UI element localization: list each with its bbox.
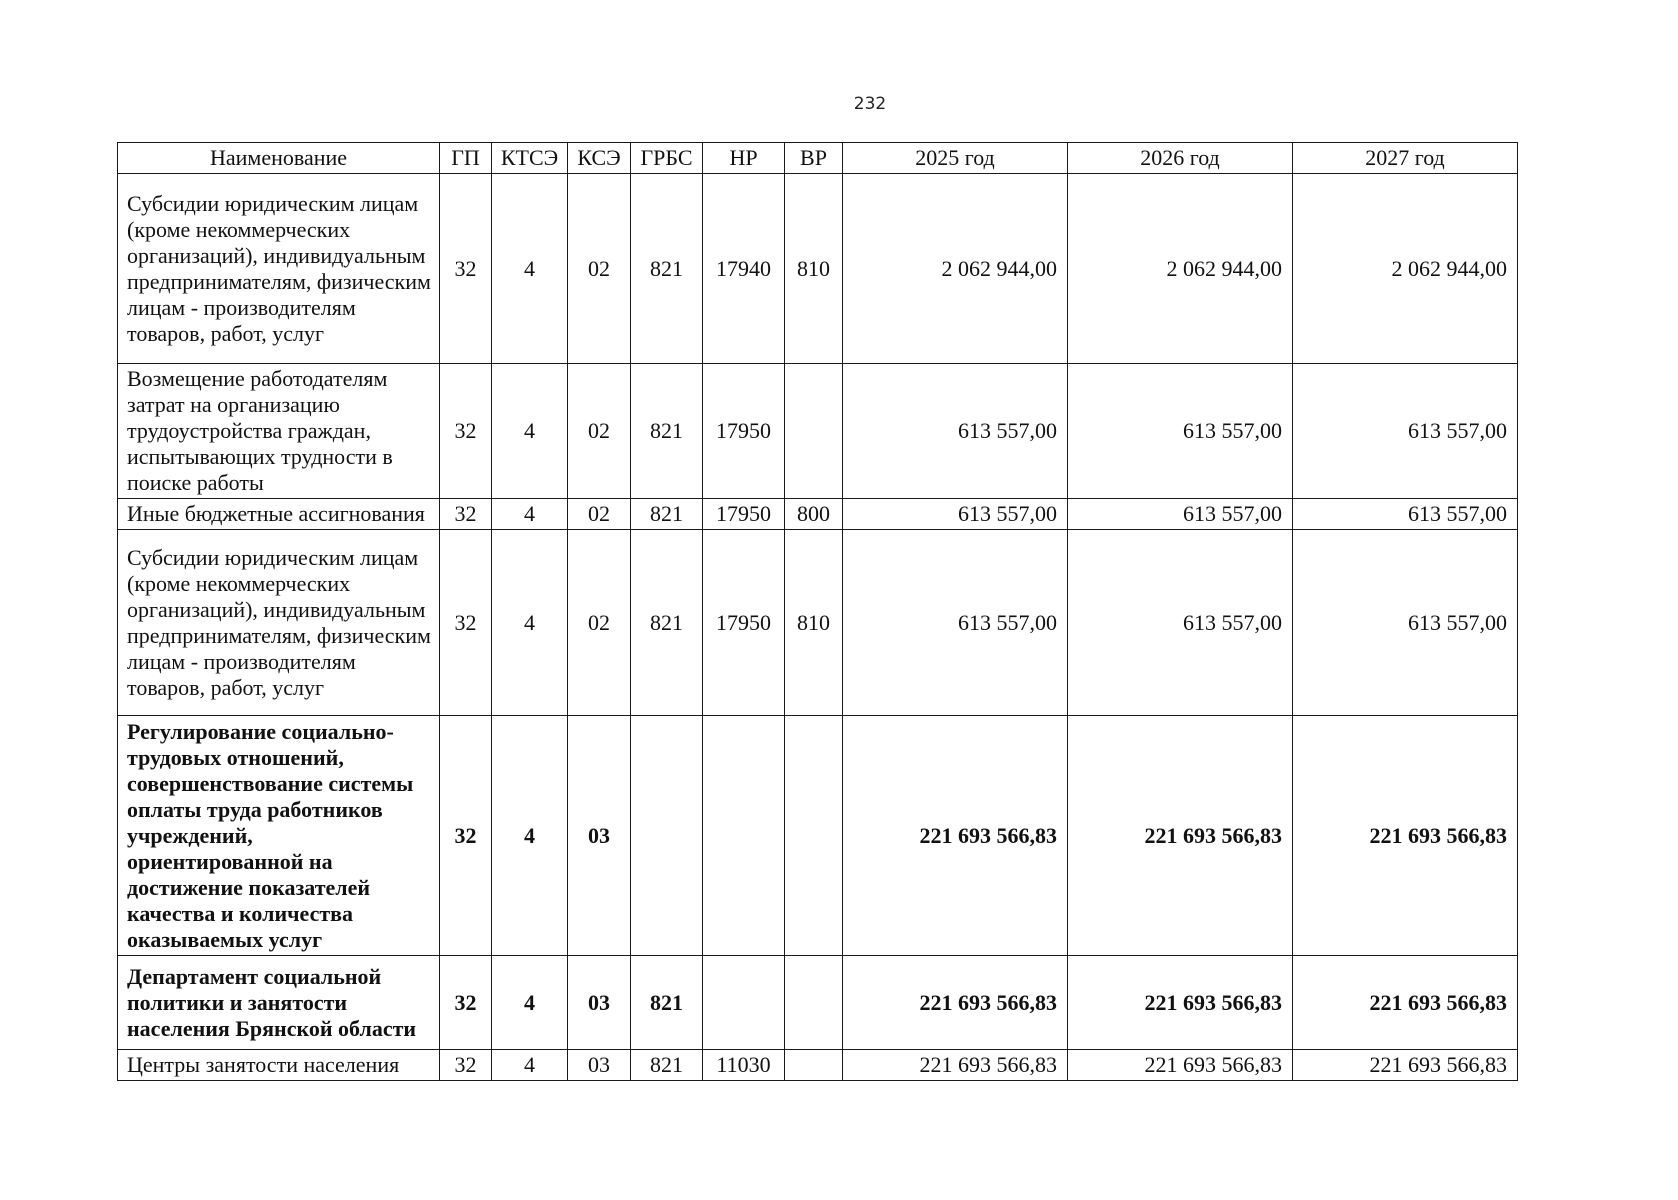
row-2026: 613 557,00: [1068, 499, 1293, 530]
row-vr: 800: [785, 499, 843, 530]
header-nr: НР: [703, 143, 785, 174]
row-ktse: 4: [492, 1050, 568, 1081]
row-ktse: 4: [492, 716, 568, 956]
row-gp: 32: [440, 364, 492, 499]
row-ktse: 4: [492, 530, 568, 716]
table-row: [118, 1050, 1518, 1081]
header-name: Наименование: [118, 143, 440, 174]
row-nr: 17940: [703, 174, 785, 364]
row-nr: 17950: [703, 364, 785, 499]
row-kse: 02: [568, 499, 631, 530]
row-nr: 11030: [703, 1050, 785, 1081]
row-2027: 221 693 566,83: [1293, 956, 1518, 1050]
row-2025: 2 062 944,00: [843, 174, 1068, 364]
row-2027: 613 557,00: [1293, 499, 1518, 530]
row-gp: 32: [440, 499, 492, 530]
row-grbs: 821: [631, 530, 703, 716]
row-2027: 221 693 566,83: [1293, 1050, 1518, 1081]
row-grbs: [631, 716, 703, 956]
row-nr: [703, 956, 785, 1050]
header-2027: 2027 год: [1293, 143, 1518, 174]
table-row: [118, 956, 1518, 1050]
row-gp: 32: [440, 174, 492, 364]
budget-table: [117, 142, 1518, 1081]
header-gp: ГП: [440, 143, 492, 174]
row-vr: [785, 956, 843, 1050]
row-2025: 221 693 566,83: [843, 956, 1068, 1050]
row-grbs: 821: [631, 174, 703, 364]
row-2026: 221 693 566,83: [1068, 956, 1293, 1050]
row-vr: [785, 364, 843, 499]
table-row: [118, 530, 1518, 716]
row-nr: 17950: [703, 530, 785, 716]
page-number: 232: [853, 94, 887, 114]
row-gp: 32: [440, 1050, 492, 1081]
row-grbs: 821: [631, 364, 703, 499]
row-kse: 03: [568, 956, 631, 1050]
row-ktse: 4: [492, 364, 568, 499]
row-gp: 32: [440, 530, 492, 716]
row-name: Департамент социальной политики и занятости населения Брянской области: [118, 956, 440, 1050]
header-2026: 2026 год: [1068, 143, 1293, 174]
row-name: Регулирование социально-трудовых отношений, совершенствование системы оплаты труда работников учреждений, ориентированной на достижение показателей качества и количества оказываемых услуг: [118, 716, 440, 956]
row-2026: 221 693 566,83: [1068, 716, 1293, 956]
table-row: [118, 364, 1518, 499]
row-name: Центры занятости населения: [118, 1050, 440, 1081]
row-2026: 221 693 566,83: [1068, 1050, 1293, 1081]
row-2026: 613 557,00: [1068, 364, 1293, 499]
row-2027: 2 062 944,00: [1293, 174, 1518, 364]
header-2025: 2025 год: [843, 143, 1068, 174]
header-vr: ВР: [785, 143, 843, 174]
row-ktse: 4: [492, 174, 568, 364]
row-vr: 810: [785, 530, 843, 716]
row-name: Возмещение работодателям затрат на организацию трудоустройства граждан, испытывающих трудности в поиске работы: [118, 364, 440, 499]
row-kse: 02: [568, 530, 631, 716]
table-row: [118, 174, 1518, 364]
row-vr: [785, 1050, 843, 1081]
row-gp: 32: [440, 956, 492, 1050]
row-kse: 02: [568, 174, 631, 364]
header-row: [118, 143, 1518, 174]
header-grbs: ГРБС: [631, 143, 703, 174]
row-vr: [785, 716, 843, 956]
row-2025: 221 693 566,83: [843, 716, 1068, 956]
row-2027: 221 693 566,83: [1293, 716, 1518, 956]
row-ktse: 4: [492, 499, 568, 530]
row-2025: 613 557,00: [843, 364, 1068, 499]
table-row: [118, 716, 1518, 956]
row-2027: 613 557,00: [1293, 364, 1518, 499]
table-row: [118, 499, 1518, 530]
row-kse: 03: [568, 716, 631, 956]
row-kse: 03: [568, 1050, 631, 1081]
row-vr: 810: [785, 174, 843, 364]
row-name: Субсидии юридическим лицам (кроме некоммерческих организаций), индивидуальным предпринимателям, физическим лицам - производителям товаров, работ, услуг: [118, 530, 440, 716]
row-name: Иные бюджетные ассигнования: [118, 499, 440, 530]
row-2025: 221 693 566,83: [843, 1050, 1068, 1081]
row-2025: 613 557,00: [843, 530, 1068, 716]
row-2026: 2 062 944,00: [1068, 174, 1293, 364]
row-grbs: 821: [631, 499, 703, 530]
row-2026: 613 557,00: [1068, 530, 1293, 716]
row-kse: 02: [568, 364, 631, 499]
row-nr: 17950: [703, 499, 785, 530]
row-2025: 613 557,00: [843, 499, 1068, 530]
row-gp: 32: [440, 716, 492, 956]
header-ktse: КТСЭ: [492, 143, 568, 174]
header-kse: КСЭ: [568, 143, 631, 174]
row-nr: [703, 716, 785, 956]
row-ktse: 4: [492, 956, 568, 1050]
row-grbs: 821: [631, 1050, 703, 1081]
row-2027: 613 557,00: [1293, 530, 1518, 716]
row-name: Субсидии юридическим лицам (кроме некоммерческих организаций), индивидуальным предпринимателям, физическим лицам - производителям товаров, работ, услуг: [118, 174, 440, 364]
row-grbs: 821: [631, 956, 703, 1050]
